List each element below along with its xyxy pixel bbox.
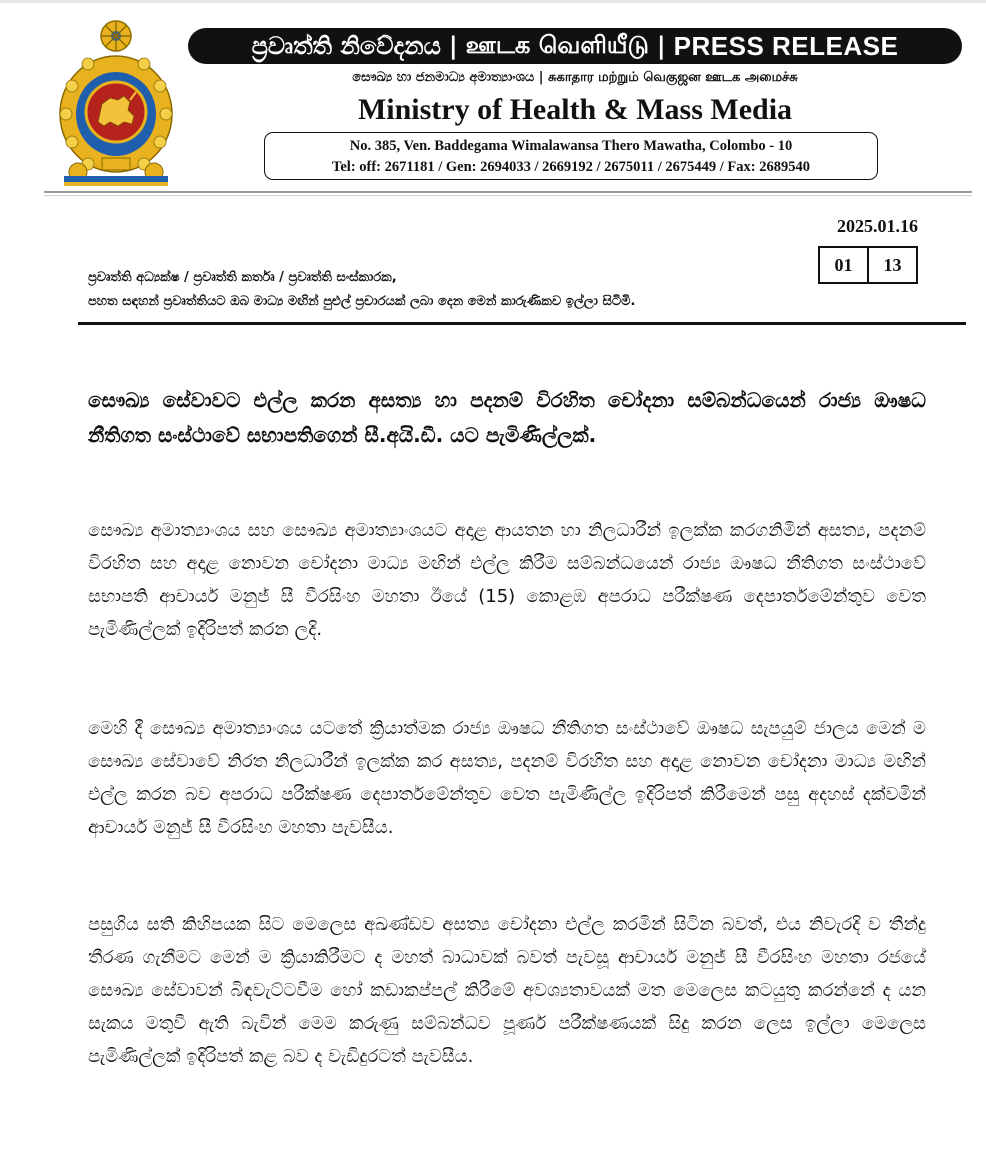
banner-english-title: PRESS RELEASE <box>673 30 899 61</box>
article-paragraph: මෙහි දී සෞඛ්‍ය අමාත්‍යාංශය යටතේ ක්‍රියාත්මක රාජ්‍ය ඖෂධ නීතිගත සංස්ථාවේ ඖෂධ සැපයුම් ජාලය මෙන් ම සෞඛ්‍ය සේවාවේ නිරත නිලධාරීන් ඉලක්ක කර අසත්‍ය, පදනම් විරහිත සහ අදාළ නොවන චෝදනා මාධ්‍ය මඟින් එල්ල කරන බව අපරාධ පරීක්ෂණ දෙපාර්තමේන්තුව වෙත පැමිණිල්ල ඉදිරිපත් කිරීමෙන් පසු අදහස් දක්වමින් ආචාර්ය මනුජ් සී වීරසිංහ මහතා පැවසීය. <box>88 718 926 838</box>
banner-separator: | <box>448 32 458 60</box>
top-edge-line <box>0 0 986 3</box>
recipients-divider <box>78 322 966 325</box>
banner-tamil-title: ஊடக வெளியீடு <box>465 30 649 59</box>
reference-number-left: 01 <box>820 248 869 282</box>
article-paragraph: පසුගිය සති කිහිපයක සිට මෙලෙස අඛණ්ඩව අසත්‍ය චෝදනා එල්ල කරමින් සිටින බවත්, එය නිවැරදි ව තීන්දු තීරණ ගැනීමට මෙන් ම ක්‍රියාකිරීමට ද මහත් බාධාවක් බවත් පැවසූ ආචාර්ය මනුජ් සී වීරසිංහ මහතා රජයේ සෞඛ්‍ය සේවාවන් බිඳවැට්ටවීම හෝ කඩාකප්පල් කිරීමේ අවශ්‍යතාවයක් මත මෙලෙස කටයුතු කරන්නේ ද යන සැකය මතුවී ඇති බැවින් මෙම කරුණු සම්බන්ධව පූර්ණ පරීක්ෂණයක් සිදු කරන ලෙස ඉල්ලා මෙලෙස පැමිණිල්ලක් ඉදිරිපත් කළ බව ද වැඩිදුරටත් පැවසීය. <box>88 914 926 1067</box>
recipients-block <box>88 266 918 314</box>
address-line: No. 385, Ven. Baddegama Wimalawansa Thero Mawatha, Colombo - 10 <box>349 138 793 154</box>
banner-separator: | <box>656 32 666 60</box>
header-divider <box>44 191 972 193</box>
release-date: 2025.01.16 <box>837 216 918 236</box>
banner-sinhala-title: ප්‍රවෘත්ති නිවේදනය <box>251 32 441 60</box>
article-headline: සෞඛ්‍ය සේවාවට එල්ල කරන අසත්‍ය හා පදනම් විරහිත චෝදනා සම්බන්ධයෙන් රාජ්‍ය ඖෂධ නීතිගත සංස්ථාවේ සභාපතිගෙන් සී.අයි.ඩී. යට පැමිණිල්ලක්. <box>88 388 926 447</box>
address-box <box>264 132 878 180</box>
recipients-line-2: පහත සඳහන් ප්‍රවෘත්තියට ඔබ මාධ්‍ය මඟින් පුළුල් ප්‍රචාරයක් ලබා දෙන මෙන් කාරුණිකව ඉල්ලා සිටිමි. <box>88 294 636 309</box>
press-release-banner <box>188 28 962 64</box>
ministry-subline: සෞඛ්‍ය හා ජනමාධ්‍ය අමාත්‍යාංශය | சுகாதார மற்றும் வெகுஜன ஊடக அமைச்சு <box>352 70 798 85</box>
recipients-line-1: ප්‍රවෘත්ති අධ්‍යක්ෂ / ප්‍රවෘත්ති කර්තෘ / ප්‍රවෘත්ති සංස්කාරක, <box>88 270 397 285</box>
header-divider-thin <box>44 195 972 196</box>
reference-number-right: 13 <box>883 254 902 275</box>
ministry-name: Ministry of Health & Mass Media <box>357 93 793 126</box>
article-paragraph: සෞඛ්‍ය අමාත්‍යාංශය සහ සෞඛ්‍ය අමාත්‍යාංශයට අදාළ ආයතන හා නිලධාරීන් ඉලක්ක කරගනිමින් අසත්‍ය, පදනම් විරහිත සහ අදාළ නොවන චෝදනා මාධ්‍ය මඟින් එල්ල කිරීම සම්බන්ධයෙන් රාජ්‍ය ඖෂධ නීතිගත සංස්ථාවේ සභාපති ආචාර්ය මනුජ් සී වීරසිංහ මහතා ඊයේ (15) කොළඹ අපරාධ පරීක්ෂණ දෙපාර්තමේන්තුව වෙත පැමිණිල්ලක් ඉදිරිපත් කරන ලදි. <box>88 520 926 640</box>
phone-line: Tel: off: 2671181 / Gen: 2694033 / 2669192 / 2675011 / 2675449 / Fax: 2689540 <box>332 159 810 175</box>
sri-lanka-state-emblem-icon <box>58 16 174 188</box>
